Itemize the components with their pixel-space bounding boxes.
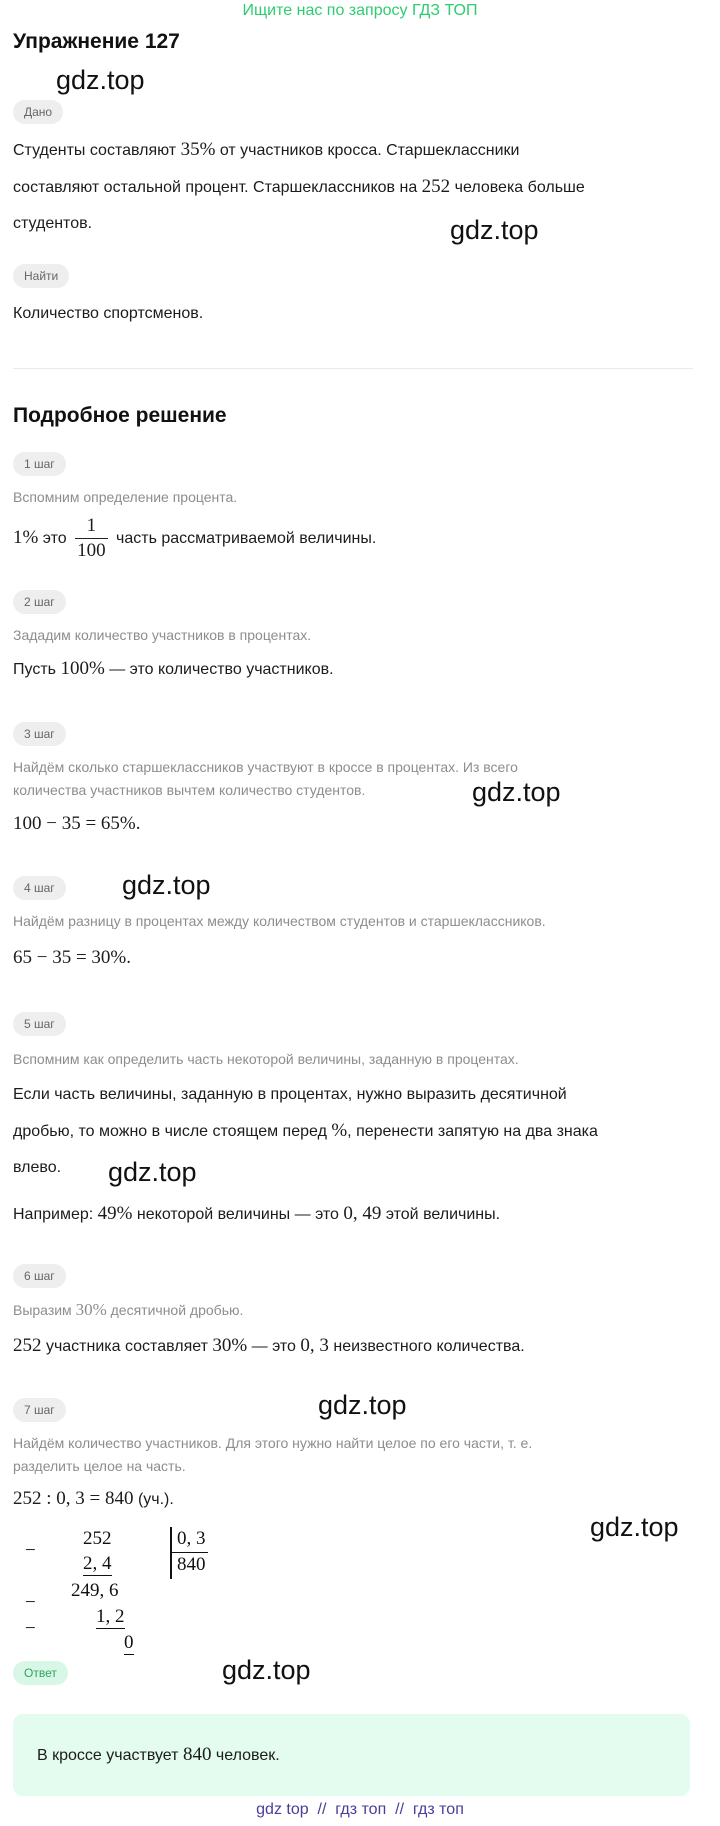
exercise-title: Упражнение 127 (13, 30, 180, 53)
step-2-text: Пусть 100% — это количество участников. (13, 658, 334, 679)
answer-label: Ответ (13, 1661, 68, 1685)
step-2-hint: Зададим количество участников в процентах. (13, 627, 312, 643)
step-7-label: 7 шаг (13, 1398, 66, 1422)
section-divider (13, 368, 693, 369)
given-line-3: студентов. (13, 215, 93, 232)
watermark: gdz.top (222, 1655, 311, 1685)
minus-sign: − (25, 1592, 36, 1613)
watermark: gdz.top (122, 870, 211, 900)
watermark: gdz.top (108, 1157, 197, 1187)
given-label: Дано (13, 100, 63, 124)
find-label: Найти (13, 264, 69, 288)
top-banner: Ищите нас по запросу ГДЗ ТОП (242, 2, 478, 19)
remainder-2: 0 (124, 1632, 134, 1653)
step-6-hint: Выразим 30% десятичной дробью. (13, 1300, 244, 1319)
step-4-hint: Найдём разницу в процентах между количеством студентов и старшеклассников. (13, 913, 546, 929)
step-1-text: 1% это $\frac{1}{100}$ часть рассматриваемой величины. (13, 515, 377, 562)
subtrahend-2: 1, 2 (96, 1606, 125, 1627)
step-2-label: 2 шаг (13, 590, 66, 614)
step-3-label: 3 шаг (13, 722, 66, 746)
divisor: 0, 3 (177, 1528, 206, 1549)
step-7-hint: Найдём количество участников. Для этого нужно найти целое по его части, т. е. разделить целое на часть. (13, 1435, 533, 1474)
fraction-1-100: $\frac{1}{100}$ (77, 515, 106, 562)
step-5-hint: Вспомним как определить часть некоторой величины, заданную в процентах. (13, 1051, 519, 1067)
step-3-math: 100 − 35 = 65%. (13, 813, 141, 834)
step-6-text: 252 участника составляет 30% — это 0, 3 неизвестного количества. (13, 1335, 525, 1356)
watermark: gdz.top (318, 1390, 407, 1420)
watermark: gdz.top (472, 777, 561, 807)
watermark: gdz.top (590, 1512, 679, 1542)
given-text (13, 132, 703, 242)
step-5-label: 5 шаг (13, 1012, 66, 1036)
step-4-label: 4 шаг (13, 876, 66, 900)
step-3-hint: Найдём сколько старшеклассников участвуют в кроссе в процентах. Из всего количества участников вычтем количество студентов. (13, 759, 518, 798)
watermark: gdz.top (450, 215, 539, 245)
find-text: Количество спортсменов. (13, 305, 204, 322)
step-7-math: 252 : 0, 3 = 840 (уч.). (13, 1488, 174, 1509)
step-5-example: Например: 49% некоторой величины — это 0, 49 этой величины. (13, 1203, 501, 1224)
step-4-math: 65 − 35 = 30%. (13, 947, 132, 968)
remainder-1: 249, 6 (71, 1580, 119, 1601)
step-1-label: 1 шаг (13, 452, 66, 476)
solution-title: Подробное решение (13, 404, 227, 427)
step-1-hint: Вспомним определение процента. (13, 489, 238, 505)
given-line-1: Студенты составляют 35% от участников кросса. Старшеклассники (13, 139, 520, 160)
quotient: 840 (177, 1554, 206, 1575)
given-line-2: составляют остальной процент. Старшеклассников на 252 человека больше (13, 176, 585, 197)
step-5-text: Если часть величины, заданную в процентах, нужно выразить десятичной дробью, то можно в числе стоящем перед %, перенести запятую на два знака влево. (13, 1086, 598, 1176)
footer-links[interactable]: gdz top // гдз топ // гдз топ (256, 1801, 464, 1818)
step-6-label: 6 шаг (13, 1264, 66, 1288)
dividend: 252 (83, 1528, 112, 1549)
long-division (13, 1524, 243, 1658)
minus-sign: − (25, 1618, 36, 1639)
minus-sign: − (25, 1540, 36, 1561)
division-bar (170, 1527, 172, 1579)
watermark: gdz.top (56, 65, 145, 95)
answer-text: В кроссе участвует 840 человек. (37, 1744, 280, 1765)
subtrahend-1: 2, 4 (83, 1553, 112, 1574)
